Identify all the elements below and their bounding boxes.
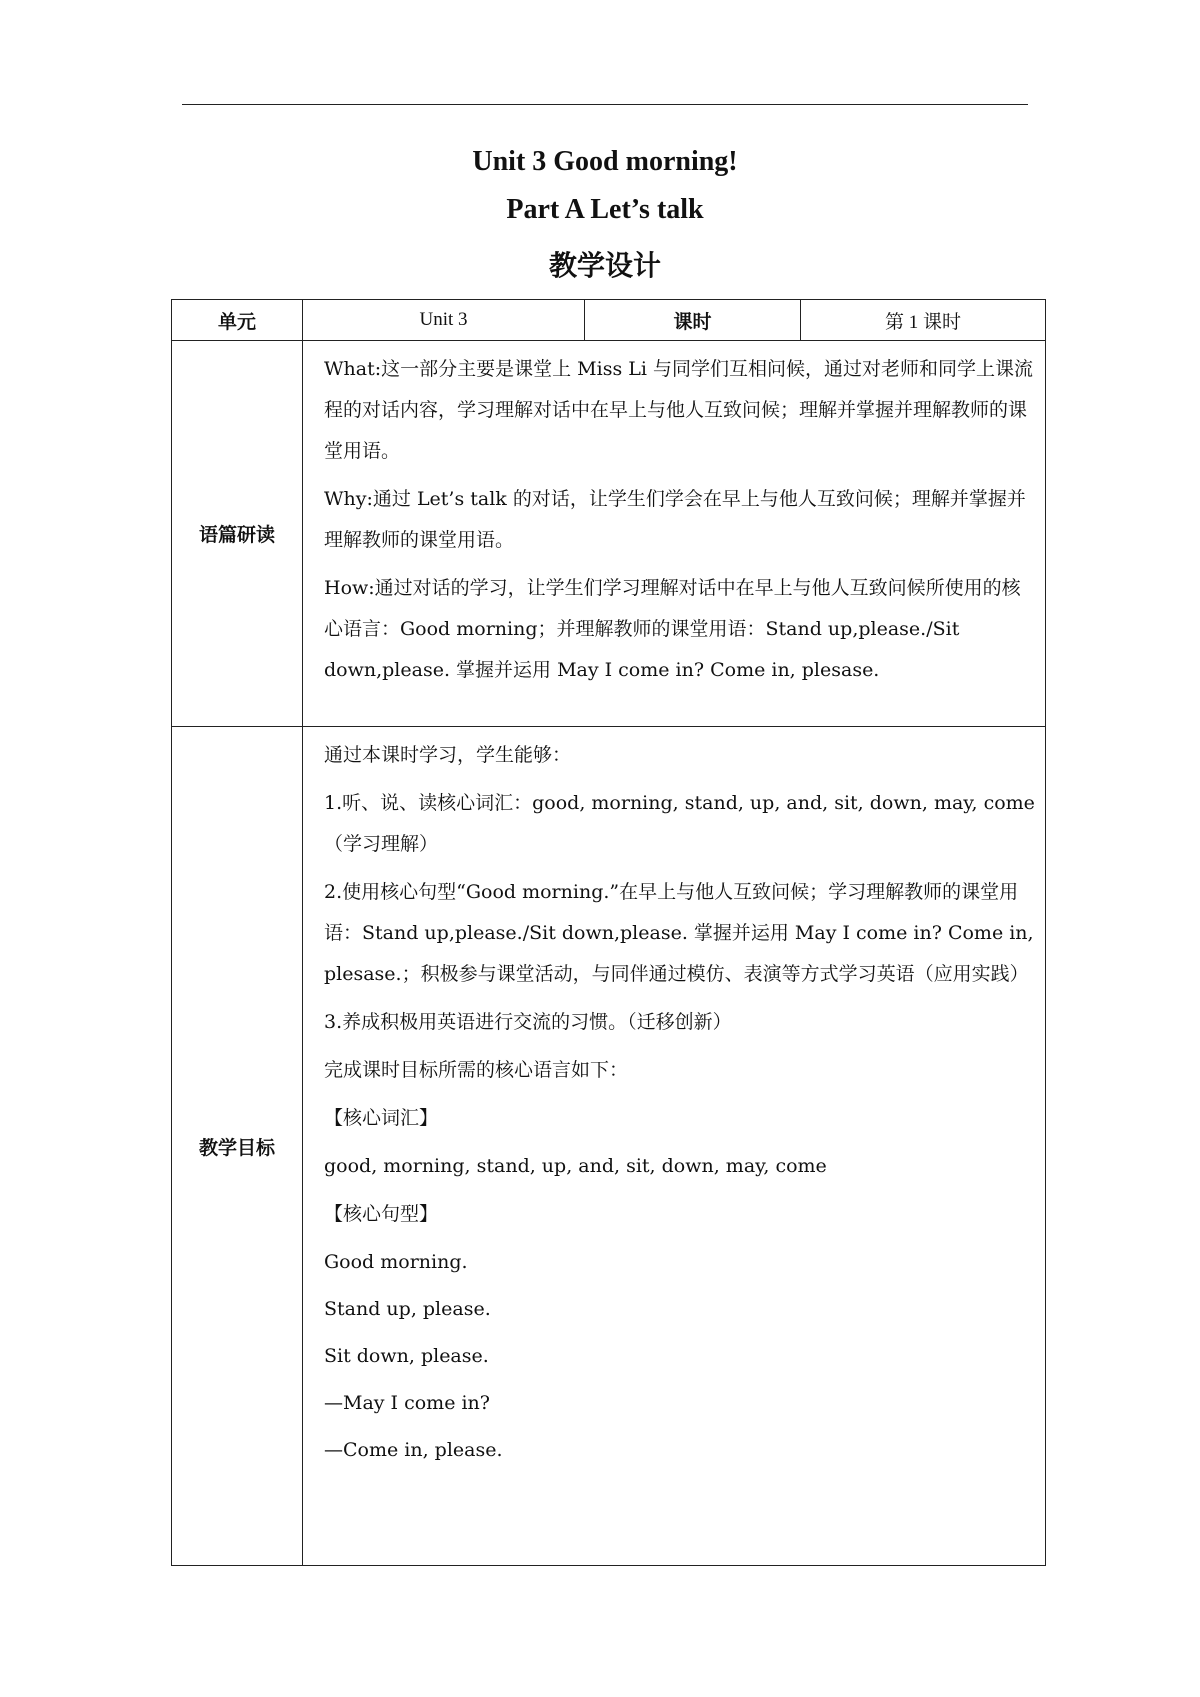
- core-sentence: Stand up, please.: [324, 1298, 491, 1320]
- vocab-heading: 【核心词汇】: [324, 1107, 439, 1129]
- teaching-goals-content: [303, 727, 1046, 1566]
- analysis-why: Why:通过 Let’s talk 的对话，让学生们学会在早上与他人互致问候；理解并掌握并理解教师的课堂用语。: [324, 488, 1026, 551]
- unit-value: Unit 3: [303, 300, 585, 341]
- analysis-what: What:这一部分主要是课堂上 Miss Li 与同学们互相问候，通过对老师和同学上课流程的对话内容，学习理解对话中在早上与他人互致问候；理解并掌握并理解教师的课堂用语。: [324, 358, 1033, 462]
- goal-item: 2.使用核心句型“Good morning.”在早上与他人互致问候；学习理解教师的课堂用语：Stand up,please./Sit down,please. 掌握并运用 May I come in? Come in, plesase.；积极参与课堂活动，与同伴通过模仿、表演等方式学习英语（应用实践）: [324, 881, 1034, 985]
- period-value: 第 1 课时: [801, 300, 1046, 341]
- sentence-heading: 【核心句型】: [324, 1203, 439, 1225]
- core-sentence: —Come in, please.: [324, 1439, 503, 1461]
- unit-label: 单元: [172, 300, 303, 341]
- lesson-plan-table: [171, 299, 1046, 1566]
- document-heading: 教学设计: [548, 249, 661, 282]
- teaching-goals-label: 教学目标: [172, 727, 303, 1566]
- vocab-list: good, morning, stand, up, and, sit, down, may, come: [324, 1155, 827, 1177]
- table-header-row: [172, 300, 1046, 341]
- core-sentence: Sit down, please.: [324, 1345, 489, 1367]
- document-subtitle: Part A Let’s talk: [506, 194, 704, 225]
- core-language-intro: 完成课时目标所需的核心语言如下：: [324, 1059, 629, 1081]
- header-rule: [182, 104, 1028, 105]
- goal-item: 1.听、说、读核心词汇：good, morning, stand, up, and, sit, down, may, come（学习理解）: [324, 792, 1035, 855]
- document-title: Unit 3 Good morning!: [472, 146, 738, 177]
- text-analysis-content: [303, 341, 1046, 727]
- core-sentence: —May I come in?: [324, 1392, 490, 1414]
- goals-intro: 通过本课时学习，学生能够：: [324, 744, 572, 766]
- period-label: 课时: [585, 300, 801, 341]
- goal-item: 3.养成积极用英语进行交流的习惯。（迁移创新）: [324, 1011, 732, 1033]
- teaching-goals-row: [172, 727, 1046, 1566]
- analysis-how: How:通过对话的学习，让学生们学习理解对话中在早上与他人互致问候所使用的核心语言：Good morning；并理解教师的课堂用语：Stand up,please./Sit down,please. 掌握并运用 May I come in? Come in, plesase.: [324, 577, 1021, 681]
- text-analysis-row: [172, 341, 1046, 727]
- core-sentence: Good morning.: [324, 1251, 468, 1273]
- text-analysis-label: 语篇研读: [172, 341, 303, 727]
